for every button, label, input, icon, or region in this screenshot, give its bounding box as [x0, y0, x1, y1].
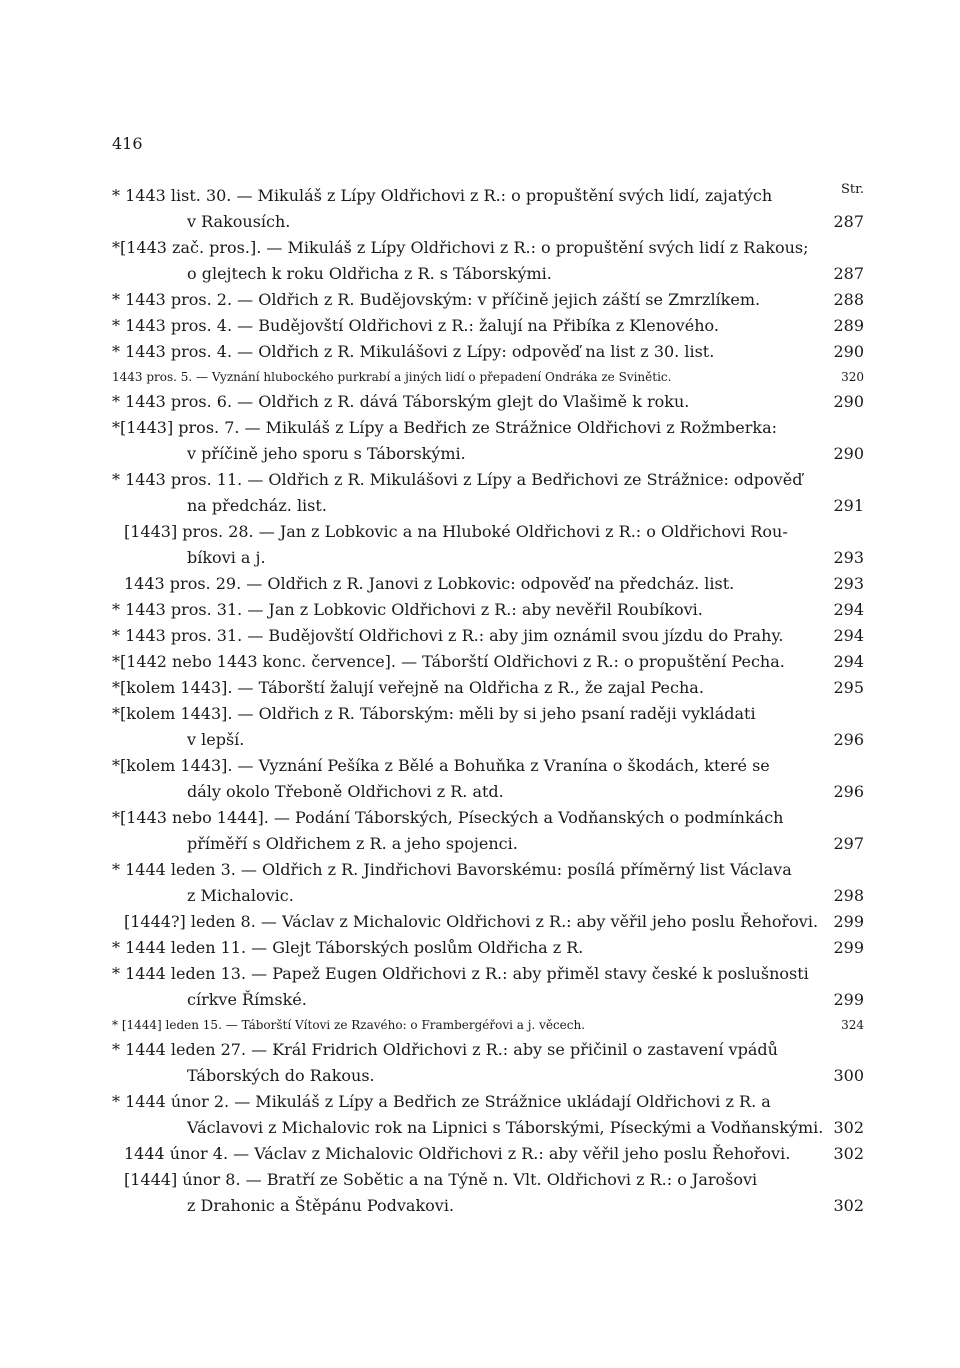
entry-text: *[1443 zač. pros.]. — Mikuláš z Lípy Oldřichovi z R.: o propuštění svých lidí z Rakous; [112, 238, 809, 257]
entry-text-continued: Táborských do Rakous. [187, 1066, 375, 1085]
document-page [112, 134, 864, 1219]
index-entry [112, 935, 864, 961]
entry-text: *[kolem 1443]. — Oldřich z R. Táborským: měli by si jeho psaní raději vykládati [112, 704, 756, 723]
index-entry [112, 1089, 864, 1141]
entry-text: 1443 pros. 5. — Vyznání hlubockého purkrabí a jiných lidí o přepadení Ondráka ze Svinětic. [112, 370, 672, 384]
entry-text-continued: na předcház. list. [187, 496, 327, 515]
entry-text: * 1443 pros. 11. — Oldřich z R. Mikulášovi z Lípy a Bedřichovi ze Strážnice: odpověď [112, 470, 803, 489]
entry-text: 1443 pros. 29. — Oldřich z R. Janovi z Lobkovic: odpověď na předcház. list. [124, 574, 735, 593]
index-entry [112, 571, 864, 597]
entry-page-number: 320 [841, 370, 864, 384]
index-entry [112, 313, 864, 339]
entry-text-continued: v lepší. [187, 730, 245, 749]
entry-text: 1444 únor 4. — Václav z Michalovic Oldřichovi z R.: aby věřil jeho poslu Řehořovi. [124, 1144, 791, 1163]
index-entry [112, 339, 864, 365]
entry-page-number: 300 [833, 1066, 864, 1085]
entry-text: *[kolem 1443]. — Táborští žalují veřejně na Oldřicha z R., že zajal Pecha. [112, 678, 704, 697]
entry-page-number: 290 [833, 342, 864, 361]
index-entry [112, 649, 864, 675]
entry-text: * 1443 pros. 31. — Jan z Lobkovic Oldřichovi z R.: aby nevěřil Roubíkovi. [112, 600, 703, 619]
entry-page-number: 302 [833, 1144, 864, 1163]
entry-list [112, 183, 864, 1219]
page-column-header: Str. [840, 182, 864, 197]
entry-page-number: 299 [833, 912, 864, 931]
entry-text-continued: bíkovi a j. [187, 548, 266, 567]
entry-text: * 1443 pros. 31. — Budějovští Oldřichovi z R.: aby jim oznámil svou jízdu do Prahy. [112, 626, 784, 645]
entry-text-continued: o glejtech k roku Oldřicha z R. s Táborskými. [187, 264, 552, 283]
entry-page-number: 298 [833, 886, 864, 905]
index-entry [112, 597, 864, 623]
index-entry [112, 909, 864, 935]
entry-page-number: 302 [833, 1196, 864, 1215]
entry-text: * 1444 leden 3. — Oldřich z R. Jindřichovi Bavorskému: posílá příměrný list Václava [112, 860, 792, 879]
index-entry [112, 1141, 864, 1167]
entry-text-continued: Václavovi z Michalovic rok na Lipnici s Táborskými, Píseckými a Vodňanskými. [187, 1118, 824, 1137]
entry-page-number: 293 [833, 574, 864, 593]
entry-page-number: 287 [833, 212, 864, 231]
index-entry [112, 701, 864, 753]
entry-text: * 1444 leden 27. — Král Fridrich Oldřichovi z R.: aby se přičinil o zastavení vpádů [112, 1040, 778, 1059]
entry-text: * [1444] leden 15. — Táborští Vítovi ze Rzavého: o Frambergéřovi a j. věcech. [112, 1018, 586, 1032]
entry-text: *[1442 nebo 1443 konc. července]. — Táborští Oldřichovi z R.: o propuštění Pecha. [112, 652, 785, 671]
entry-page-number: 296 [833, 730, 864, 749]
entry-text: *[1443] pros. 7. — Mikuláš z Lípy a Bedřich ze Strážnice Oldřichovi z Rožmberka: [112, 418, 778, 437]
index-entry [112, 519, 864, 571]
entry-page-number: 296 [833, 782, 864, 801]
entry-text: * 1443 list. 30. — Mikuláš z Lípy Oldřichovi z R.: o propuštění svých lidí, zajatých [112, 186, 773, 205]
index-entry [112, 183, 864, 235]
entry-text: * 1444 leden 11. — Glejt Táborských poslům Oldřicha z R. [112, 938, 584, 957]
entry-text: * 1444 leden 13. — Papež Eugen Oldřichovi z R.: aby přiměl stavy české k poslušnosti [112, 964, 809, 983]
entry-text: [1444?] leden 8. — Václav z Michalovic Oldřichovi z R.: aby věřil jeho poslu Řehořovi. [124, 912, 819, 931]
entry-page-number: 289 [833, 316, 864, 335]
page-number: 416 [112, 134, 143, 153]
entry-text: * 1443 pros. 4. — Oldřich z R. Mikulášovi z Lípy: odpověď na list z 30. list. [112, 342, 715, 361]
index-entry [112, 857, 864, 909]
entry-page-number: 294 [833, 626, 864, 645]
entry-page-number: 324 [841, 1018, 864, 1032]
entry-text-continued: v příčině jeho sporu s Táborskými. [187, 444, 466, 463]
entry-page-number: 293 [833, 548, 864, 567]
entry-text-continued: v Rakousích. [187, 212, 291, 231]
entry-page-number: 297 [833, 834, 864, 853]
entry-text: [1443] pros. 28. — Jan z Lobkovic a na Hluboké Oldřichovi z R.: o Oldřichovi Rou- [124, 522, 788, 541]
index-entry [112, 753, 864, 805]
index-entry [112, 805, 864, 857]
entry-page-number: 295 [833, 678, 864, 697]
entry-text-continued: příměří s Oldřichem z R. a jeho spojenci. [187, 834, 518, 853]
entry-page-number: 294 [833, 652, 864, 671]
entry-page-number: 290 [833, 392, 864, 411]
entry-text: *[kolem 1443]. — Vyznání Pešíka z Bělé a Bohuňka z Vranína o škodách, které se [112, 756, 770, 775]
index-entry [112, 287, 864, 313]
index-entry [112, 1037, 864, 1089]
entry-text: *[1443 nebo 1444]. — Podání Táborských, Píseckých a Vodňanských o podmínkách [112, 808, 784, 827]
entry-text-continued: z Drahonic a Štěpánu Podvakovi. [187, 1196, 455, 1215]
index-entry [112, 675, 864, 701]
index-entry [112, 1013, 864, 1037]
index-entry [112, 623, 864, 649]
entry-text: * 1443 pros. 6. — Oldřich z R. dává Táborským glejt do Vlašimě k roku. [112, 392, 690, 411]
index-entry [112, 389, 864, 415]
entry-page-number: 288 [833, 290, 864, 309]
index-entry [112, 415, 864, 467]
entry-page-number: 299 [833, 938, 864, 957]
entry-page-number: 299 [833, 990, 864, 1009]
entry-text: * 1443 pros. 4. — Budějovští Oldřichovi z R.: žalují na Přibíka z Klenového. [112, 316, 719, 335]
index-entry [112, 235, 864, 287]
index-entry [112, 961, 864, 1013]
entry-text-continued: dály okolo Třeboně Oldřichovi z R. atd. [187, 782, 504, 801]
index-entry [112, 365, 864, 389]
entry-text: [1444] únor 8. — Bratří ze Sobětic a na Týně n. Vlt. Oldřichovi z R.: o Jarošovi [124, 1170, 758, 1189]
entry-text: * 1444 únor 2. — Mikuláš z Lípy a Bedřich ze Strážnice ukládají Oldřichovi z R. a [112, 1092, 771, 1111]
index-entry [112, 467, 864, 519]
entry-page-number: 291 [833, 496, 864, 515]
index-entry [112, 1167, 864, 1219]
entry-text-continued: církve Římské. [187, 990, 307, 1009]
entry-text: * 1443 pros. 2. — Oldřich z R. Budějovským: v příčině jejich záští se Zmrzlíkem. [112, 290, 761, 309]
entry-page-number: 294 [833, 600, 864, 619]
entry-page-number: 287 [833, 264, 864, 283]
entry-page-number: 302 [833, 1118, 864, 1137]
entry-text-continued: z Michalovic. [187, 886, 294, 905]
entry-page-number: 290 [833, 444, 864, 463]
